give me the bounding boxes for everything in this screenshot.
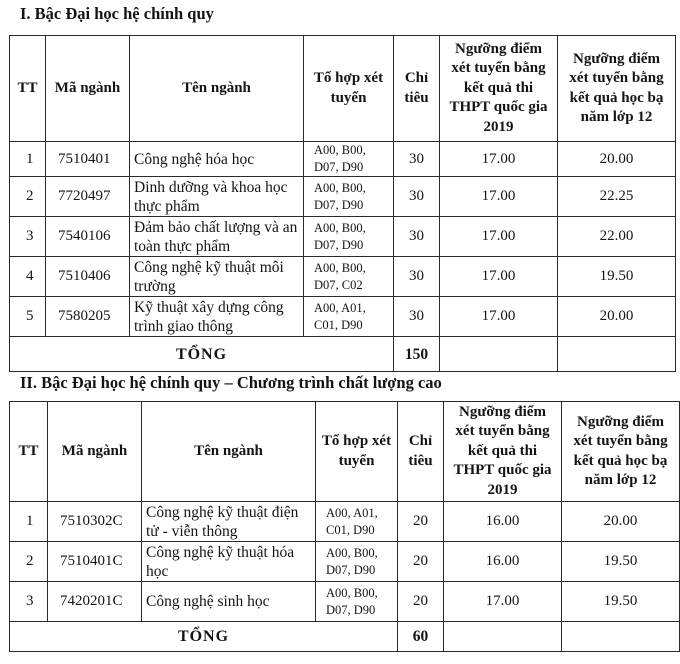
table-header-row xyxy=(10,402,680,502)
header-tt: TT xyxy=(10,402,48,502)
row-quota: 30 xyxy=(394,297,440,337)
header-hocba: Ngưỡng điểm xét tuyển bằng kết quả học bạ năm lớp 12 xyxy=(562,402,680,502)
header-name: Tên ngành xyxy=(130,36,304,142)
row-major-name: Công nghệ hóa học xyxy=(130,142,304,177)
row-major-name: Công nghệ kỹ thuật hóa học xyxy=(142,542,316,582)
row-code: 7510302C xyxy=(48,502,142,542)
table-section-1 xyxy=(9,35,676,372)
row-tt: 3 xyxy=(10,582,48,622)
table-total-row xyxy=(10,337,676,372)
row-hocba-score: 20.00 xyxy=(562,502,680,542)
table-header-row xyxy=(10,36,676,142)
row-tt: 1 xyxy=(10,142,46,177)
row-tt: 4 xyxy=(10,257,46,297)
row-hocba-score: 19.50 xyxy=(562,542,680,582)
header-quota: Chỉ tiêu xyxy=(398,402,444,502)
row-thpt-score: 17.00 xyxy=(440,217,558,257)
section-2-title: II. Bậc Đại học hệ chính quy – Chương trình chất lượng cao xyxy=(20,373,442,392)
header-combo: Tổ hợp xét tuyển xyxy=(304,36,394,142)
table-row xyxy=(10,582,680,622)
row-thpt-score: 16.00 xyxy=(444,502,562,542)
row-thpt-score: 17.00 xyxy=(440,177,558,217)
row-hocba-score: 19.50 xyxy=(562,582,680,622)
total-label: TỔNG xyxy=(10,337,394,372)
row-combo: A00, B00, D07, D90 xyxy=(304,177,394,217)
section-1-title: I. Bậc Đại học hệ chính quy xyxy=(20,4,214,23)
row-tt: 3 xyxy=(10,217,46,257)
row-hocba-score: 19.50 xyxy=(558,257,676,297)
total-label: TỔNG xyxy=(10,622,398,652)
row-hocba-score: 22.25 xyxy=(558,177,676,217)
row-major-name: Công nghệ sinh học xyxy=(142,582,316,622)
header-thpt: Ngưỡng điểm xét tuyển bằng kết quả thi THPT quốc gia 2019 xyxy=(444,402,562,502)
row-combo: A00, B00, D07, D90 xyxy=(304,142,394,177)
row-tt: 1 xyxy=(10,502,48,542)
empty-cell xyxy=(562,622,680,652)
row-major-name: Công nghệ kỹ thuật điện tử - viễn thông xyxy=(142,502,316,542)
row-hocba-score: 22.00 xyxy=(558,217,676,257)
table-section-2 xyxy=(9,401,680,652)
header-combo: Tổ hợp xét tuyển xyxy=(316,402,398,502)
table-row xyxy=(10,297,676,337)
row-major-name: Dinh dưỡng và khoa học thực phẩm xyxy=(130,177,304,217)
row-quota: 20 xyxy=(398,542,444,582)
row-major-name: Đảm bảo chất lượng và an toàn thực phẩm xyxy=(130,217,304,257)
row-major-name: Kỹ thuật xây dựng công trình giao thông xyxy=(130,297,304,337)
header-code: Mã ngành xyxy=(48,402,142,502)
row-thpt-score: 16.00 xyxy=(444,542,562,582)
table-row xyxy=(10,142,676,177)
row-code: 7580205 xyxy=(46,297,130,337)
row-quota: 30 xyxy=(394,257,440,297)
table-total-row xyxy=(10,622,680,652)
row-hocba-score: 20.00 xyxy=(558,297,676,337)
table-row xyxy=(10,542,680,582)
row-quota: 30 xyxy=(394,177,440,217)
row-thpt-score: 17.00 xyxy=(440,297,558,337)
table-row xyxy=(10,502,680,542)
row-major-name: Công nghệ kỹ thuật môi trường xyxy=(130,257,304,297)
row-thpt-score: 17.00 xyxy=(440,142,558,177)
row-thpt-score: 17.00 xyxy=(444,582,562,622)
row-combo: A00, B00, D07, D90 xyxy=(316,542,398,582)
row-tt: 5 xyxy=(10,297,46,337)
total-value: 60 xyxy=(398,622,444,652)
header-code: Mã ngành xyxy=(46,36,130,142)
row-code: 7510401 xyxy=(46,142,130,177)
row-code: 7720497 xyxy=(46,177,130,217)
empty-cell xyxy=(444,622,562,652)
row-combo: A00, B00, D07, D90 xyxy=(316,582,398,622)
row-thpt-score: 17.00 xyxy=(440,257,558,297)
row-combo: A00, B00, D07, C02 xyxy=(304,257,394,297)
row-code: 7540106 xyxy=(46,217,130,257)
empty-cell xyxy=(558,337,676,372)
row-quota: 30 xyxy=(394,217,440,257)
row-combo: A00, A01, C01, D90 xyxy=(316,502,398,542)
table-row xyxy=(10,257,676,297)
header-hocba: Ngưỡng điểm xét tuyển bằng kết quả học bạ năm lớp 12 xyxy=(558,36,676,142)
table-row xyxy=(10,217,676,257)
row-quota: 20 xyxy=(398,502,444,542)
header-tt: TT xyxy=(10,36,46,142)
total-value: 150 xyxy=(394,337,440,372)
header-quota: Chỉ tiêu xyxy=(394,36,440,142)
table-row xyxy=(10,177,676,217)
row-combo: A00, A01, C01, D90 xyxy=(304,297,394,337)
row-quota: 30 xyxy=(394,142,440,177)
header-name: Tên ngành xyxy=(142,402,316,502)
row-code: 7510406 xyxy=(46,257,130,297)
row-tt: 2 xyxy=(10,177,46,217)
empty-cell xyxy=(440,337,558,372)
row-code: 7420201C xyxy=(48,582,142,622)
row-hocba-score: 20.00 xyxy=(558,142,676,177)
row-code: 7510401C xyxy=(48,542,142,582)
row-quota: 20 xyxy=(398,582,444,622)
row-tt: 2 xyxy=(10,542,48,582)
row-combo: A00, B00, D07, D90 xyxy=(304,217,394,257)
header-thpt: Ngưỡng điểm xét tuyển bằng kết quả thi THPT quốc gia 2019 xyxy=(440,36,558,142)
